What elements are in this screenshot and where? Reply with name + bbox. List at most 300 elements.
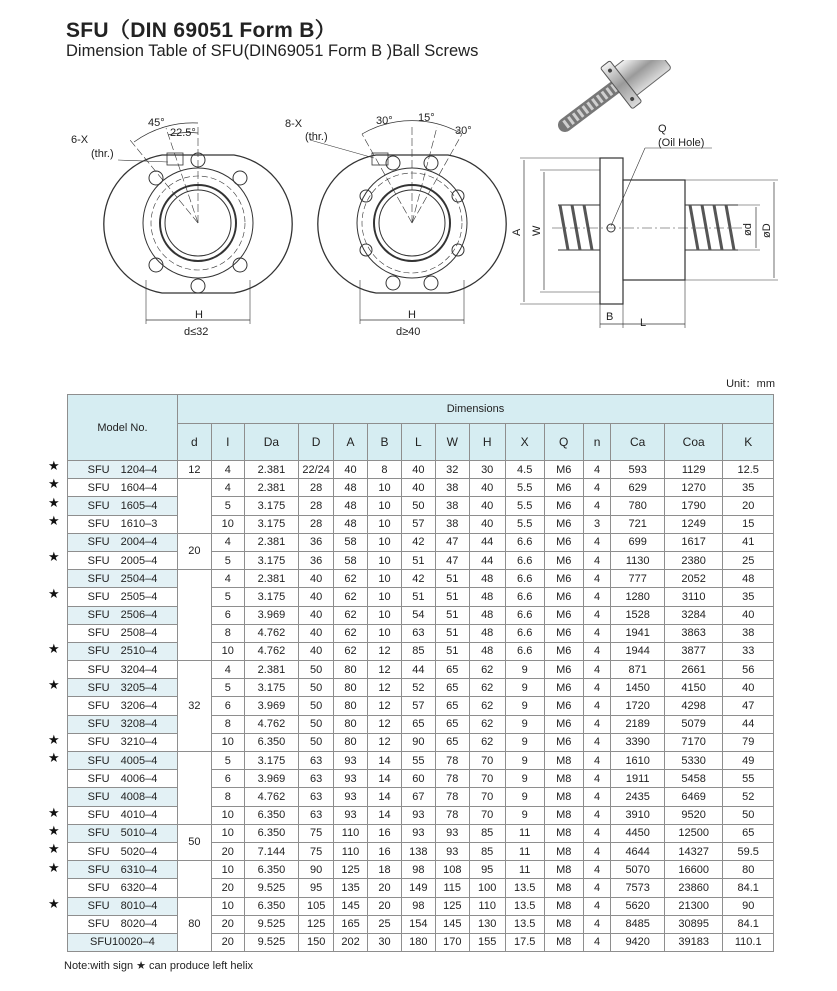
value-cell: 145 bbox=[435, 915, 469, 933]
value-cell: 14 bbox=[368, 806, 402, 824]
flange-view-small bbox=[104, 123, 292, 324]
value-cell: 40 bbox=[469, 515, 505, 533]
value-cell: M8 bbox=[544, 842, 583, 860]
value-cell: 13.5 bbox=[505, 879, 544, 897]
value-cell: 9 bbox=[505, 806, 544, 824]
value-cell: 780 bbox=[611, 497, 664, 515]
value-cell: 51 bbox=[435, 606, 469, 624]
table-row bbox=[68, 461, 774, 479]
angle-22-label: 22.5° bbox=[170, 127, 196, 139]
table-row bbox=[68, 642, 774, 660]
value-cell: 78 bbox=[435, 788, 469, 806]
model-cell: SFU 2505–4 bbox=[68, 588, 178, 606]
value-cell: 180 bbox=[401, 933, 435, 951]
value-cell: 5 bbox=[211, 679, 244, 697]
value-cell: M6 bbox=[544, 497, 583, 515]
value-cell: 4 bbox=[583, 897, 611, 915]
value-cell: 4 bbox=[583, 679, 611, 697]
value-cell: 3.175 bbox=[244, 515, 298, 533]
value-cell: 10 bbox=[368, 570, 402, 588]
value-cell: 42 bbox=[401, 570, 435, 588]
value-cell: 5 bbox=[211, 551, 244, 569]
value-cell: 6.6 bbox=[505, 624, 544, 642]
value-cell: 90 bbox=[723, 897, 774, 915]
value-cell: M6 bbox=[544, 661, 583, 679]
value-cell: 4 bbox=[583, 588, 611, 606]
left-helix-star-icon: ★ bbox=[48, 750, 60, 765]
value-cell: 28 bbox=[299, 497, 334, 515]
model-cell: SFU 4005–4 bbox=[68, 752, 178, 770]
value-cell: 10 bbox=[368, 551, 402, 569]
table-row bbox=[68, 497, 774, 515]
value-cell: 41 bbox=[723, 533, 774, 551]
value-cell: 33 bbox=[723, 642, 774, 660]
model-cell: SFU 8010–4 bbox=[68, 897, 178, 915]
value-cell: 2.381 bbox=[244, 570, 298, 588]
value-cell: 48 bbox=[469, 606, 505, 624]
value-cell: 44 bbox=[401, 661, 435, 679]
value-cell: 6.350 bbox=[244, 861, 298, 879]
value-cell: 36 bbox=[299, 533, 334, 551]
value-cell: 48 bbox=[469, 588, 505, 606]
value-cell: 70 bbox=[469, 806, 505, 824]
side-view bbox=[520, 148, 778, 328]
value-cell: 11 bbox=[505, 861, 544, 879]
left-helix-star-icon: ★ bbox=[48, 549, 60, 565]
column-header: Ca bbox=[611, 424, 664, 461]
h-label-small: H bbox=[195, 309, 203, 321]
value-cell: 47 bbox=[723, 697, 774, 715]
value-cell: 65 bbox=[435, 697, 469, 715]
table-row bbox=[68, 606, 774, 624]
value-cell: 63 bbox=[299, 770, 334, 788]
value-cell: 4 bbox=[211, 661, 244, 679]
value-cell: 13.5 bbox=[505, 897, 544, 915]
diameter-cell bbox=[177, 479, 211, 534]
column-header: Da bbox=[244, 424, 298, 461]
value-cell: 62 bbox=[334, 624, 368, 642]
table-row bbox=[68, 861, 774, 879]
thr-label-small: (thr.) bbox=[91, 148, 114, 160]
value-cell: 12 bbox=[368, 642, 402, 660]
value-cell: 5458 bbox=[664, 770, 723, 788]
value-cell: 1617 bbox=[664, 533, 723, 551]
value-cell: 3.175 bbox=[244, 497, 298, 515]
value-cell: M6 bbox=[544, 697, 583, 715]
value-cell: 13.5 bbox=[505, 915, 544, 933]
value-cell: 9 bbox=[505, 770, 544, 788]
value-cell: 84.1 bbox=[723, 879, 774, 897]
table-row bbox=[68, 624, 774, 642]
value-cell: 3390 bbox=[611, 733, 664, 751]
value-cell: 14 bbox=[368, 770, 402, 788]
value-cell: 6.6 bbox=[505, 570, 544, 588]
value-cell: 4 bbox=[583, 642, 611, 660]
table-row bbox=[68, 679, 774, 697]
value-cell: 1720 bbox=[611, 697, 664, 715]
value-cell: 98 bbox=[401, 897, 435, 915]
value-cell: 39183 bbox=[664, 933, 723, 951]
value-cell: M6 bbox=[544, 642, 583, 660]
value-cell: 98 bbox=[401, 861, 435, 879]
l-label: L bbox=[640, 317, 647, 329]
value-cell: 4 bbox=[211, 479, 244, 497]
model-cell: SFU 4010–4 bbox=[68, 806, 178, 824]
diameter-cell: 20 bbox=[177, 533, 211, 569]
model-cell: SFU 6310–4 bbox=[68, 861, 178, 879]
value-cell: 108 bbox=[435, 861, 469, 879]
value-cell: 40 bbox=[299, 588, 334, 606]
value-cell: 25 bbox=[368, 915, 402, 933]
table-row bbox=[68, 551, 774, 569]
value-cell: 2189 bbox=[611, 715, 664, 733]
value-cell: 6.350 bbox=[244, 733, 298, 751]
value-cell: 15 bbox=[723, 515, 774, 533]
value-cell: 62 bbox=[469, 715, 505, 733]
value-cell: M6 bbox=[544, 515, 583, 533]
value-cell: 30 bbox=[368, 933, 402, 951]
value-cell: 8 bbox=[211, 715, 244, 733]
value-cell: 12 bbox=[368, 697, 402, 715]
value-cell: 20 bbox=[211, 842, 244, 860]
value-cell: 52 bbox=[723, 788, 774, 806]
value-cell: 9 bbox=[505, 752, 544, 770]
value-cell: 50 bbox=[299, 697, 334, 715]
value-cell: 9 bbox=[505, 715, 544, 733]
value-cell: 50 bbox=[299, 715, 334, 733]
value-cell: 125 bbox=[435, 897, 469, 915]
diameter-cell bbox=[177, 861, 211, 897]
value-cell: 63 bbox=[401, 624, 435, 642]
model-cell: SFU 8020–4 bbox=[68, 915, 178, 933]
value-cell: M8 bbox=[544, 788, 583, 806]
left-helix-star-icon: ★ bbox=[48, 896, 60, 911]
value-cell: 62 bbox=[469, 733, 505, 751]
value-cell: 32 bbox=[435, 461, 469, 479]
value-cell: 70 bbox=[469, 752, 505, 770]
b-label: B bbox=[606, 311, 614, 323]
value-cell: 30895 bbox=[664, 915, 723, 933]
table-row bbox=[68, 479, 774, 497]
technical-drawing bbox=[0, 60, 837, 360]
value-cell: 125 bbox=[299, 915, 334, 933]
value-cell: 4 bbox=[583, 824, 611, 842]
table-row bbox=[68, 806, 774, 824]
value-cell: 85 bbox=[401, 642, 435, 660]
d-label: ød bbox=[742, 223, 754, 236]
value-cell: 110 bbox=[469, 897, 505, 915]
value-cell: 62 bbox=[334, 606, 368, 624]
value-cell: 22/24 bbox=[299, 461, 334, 479]
value-cell: 8 bbox=[211, 624, 244, 642]
value-cell: M6 bbox=[544, 533, 583, 551]
diameter-cell: 12 bbox=[177, 461, 211, 479]
model-cell: SFU 1204–4 bbox=[68, 461, 178, 479]
page-subtitle: Dimension Table of SFU(DIN69051 Form B )Ball Screws bbox=[66, 42, 479, 60]
model-cell: SFU 2005–4 bbox=[68, 551, 178, 569]
diameter-cell bbox=[177, 752, 211, 825]
h-label-large: H bbox=[408, 309, 416, 321]
model-cell: SFU 5020–4 bbox=[68, 842, 178, 860]
value-cell: 6.350 bbox=[244, 824, 298, 842]
angle-45-label: 45° bbox=[148, 117, 165, 129]
value-cell: 4 bbox=[211, 533, 244, 551]
value-cell: 38 bbox=[435, 515, 469, 533]
value-cell: 3877 bbox=[664, 642, 723, 660]
value-cell: 110.1 bbox=[723, 933, 774, 951]
value-cell: 10 bbox=[368, 479, 402, 497]
left-helix-star-icon: ★ bbox=[48, 640, 60, 656]
unit-label: Unit：mm bbox=[726, 378, 775, 390]
value-cell: 11 bbox=[505, 824, 544, 842]
column-header: I bbox=[211, 424, 244, 461]
value-cell: 4 bbox=[583, 733, 611, 751]
value-cell: 871 bbox=[611, 661, 664, 679]
value-cell: 93 bbox=[435, 824, 469, 842]
value-cell: 2380 bbox=[664, 551, 723, 569]
value-cell: 51 bbox=[401, 551, 435, 569]
value-cell: M8 bbox=[544, 897, 583, 915]
left-helix-star-icon: ★ bbox=[48, 804, 60, 820]
ball-screw-photo bbox=[565, 60, 715, 125]
value-cell: 4 bbox=[583, 551, 611, 569]
value-cell: 4450 bbox=[611, 824, 664, 842]
column-header: D bbox=[299, 424, 334, 461]
value-cell: 65 bbox=[435, 733, 469, 751]
value-cell: 4 bbox=[583, 661, 611, 679]
value-cell: 3.969 bbox=[244, 606, 298, 624]
value-cell: M8 bbox=[544, 933, 583, 951]
value-cell: 48 bbox=[723, 570, 774, 588]
value-cell: 21300 bbox=[664, 897, 723, 915]
value-cell: 67 bbox=[401, 788, 435, 806]
value-cell: 5 bbox=[211, 588, 244, 606]
value-cell: 7.144 bbox=[244, 842, 298, 860]
value-cell: 51 bbox=[435, 588, 469, 606]
model-cell: SFU 2504–4 bbox=[68, 570, 178, 588]
value-cell: 10 bbox=[368, 624, 402, 642]
table-row bbox=[68, 770, 774, 788]
table-row bbox=[68, 879, 774, 897]
value-cell: 40 bbox=[299, 570, 334, 588]
value-cell: 62 bbox=[469, 661, 505, 679]
table-row bbox=[68, 715, 774, 733]
value-cell: 36 bbox=[299, 551, 334, 569]
value-cell: 38 bbox=[723, 624, 774, 642]
value-cell: 6.6 bbox=[505, 551, 544, 569]
holes-8x-label: 8-X bbox=[285, 118, 303, 130]
value-cell: 138 bbox=[401, 842, 435, 860]
value-cell: 202 bbox=[334, 933, 368, 951]
model-cell: SFU 4008–4 bbox=[68, 788, 178, 806]
value-cell: M6 bbox=[544, 715, 583, 733]
value-cell: 3.969 bbox=[244, 697, 298, 715]
value-cell: 1249 bbox=[664, 515, 723, 533]
value-cell: 6.350 bbox=[244, 897, 298, 915]
value-cell: 48 bbox=[469, 570, 505, 588]
value-cell: 80 bbox=[334, 715, 368, 733]
value-cell: 4 bbox=[583, 570, 611, 588]
value-cell: 48 bbox=[334, 497, 368, 515]
value-cell: 48 bbox=[334, 479, 368, 497]
footnote: Note:with sign ★ can produce left helix bbox=[64, 960, 254, 972]
value-cell: 3110 bbox=[664, 588, 723, 606]
table-row bbox=[68, 752, 774, 770]
value-cell: M6 bbox=[544, 461, 583, 479]
value-cell: 62 bbox=[469, 697, 505, 715]
table-row bbox=[68, 842, 774, 860]
value-cell: 9.525 bbox=[244, 915, 298, 933]
value-cell: 145 bbox=[334, 897, 368, 915]
value-cell: 170 bbox=[435, 933, 469, 951]
value-cell: 25 bbox=[723, 551, 774, 569]
value-cell: M6 bbox=[544, 624, 583, 642]
value-cell: 2052 bbox=[664, 570, 723, 588]
value-cell: 4.762 bbox=[244, 788, 298, 806]
value-cell: 3.175 bbox=[244, 752, 298, 770]
value-cell: 3863 bbox=[664, 624, 723, 642]
value-cell: 14327 bbox=[664, 842, 723, 860]
value-cell: 110 bbox=[334, 842, 368, 860]
value-cell: 62 bbox=[334, 570, 368, 588]
model-cell: SFU 3206–4 bbox=[68, 697, 178, 715]
model-cell: SFU 2506–4 bbox=[68, 606, 178, 624]
value-cell: 9 bbox=[505, 697, 544, 715]
value-cell: 57 bbox=[401, 697, 435, 715]
value-cell: 75 bbox=[299, 824, 334, 842]
value-cell: 10 bbox=[211, 806, 244, 824]
value-cell: M6 bbox=[544, 606, 583, 624]
big-d-label: øD bbox=[761, 223, 773, 238]
value-cell: 3.175 bbox=[244, 679, 298, 697]
value-cell: 721 bbox=[611, 515, 664, 533]
value-cell: M8 bbox=[544, 806, 583, 824]
value-cell: 75 bbox=[299, 842, 334, 860]
value-cell: 4.762 bbox=[244, 715, 298, 733]
value-cell: M6 bbox=[544, 551, 583, 569]
value-cell: 10 bbox=[368, 497, 402, 515]
column-header: X bbox=[505, 424, 544, 461]
value-cell: 1280 bbox=[611, 588, 664, 606]
value-cell: 5.5 bbox=[505, 515, 544, 533]
value-cell: 40 bbox=[469, 497, 505, 515]
diameter-cell bbox=[177, 570, 211, 661]
value-cell: 4 bbox=[583, 915, 611, 933]
value-cell: 23860 bbox=[664, 879, 723, 897]
value-cell: 10 bbox=[368, 606, 402, 624]
value-cell: 1790 bbox=[664, 497, 723, 515]
value-cell: 63 bbox=[299, 752, 334, 770]
value-cell: 47 bbox=[435, 551, 469, 569]
value-cell: 4 bbox=[583, 497, 611, 515]
diameter-cell: 50 bbox=[177, 824, 211, 860]
value-cell: 10 bbox=[368, 515, 402, 533]
value-cell: 699 bbox=[611, 533, 664, 551]
table-row bbox=[68, 933, 774, 951]
value-cell: 10 bbox=[211, 897, 244, 915]
value-cell: 20 bbox=[211, 933, 244, 951]
column-header: K bbox=[723, 424, 774, 461]
table-row bbox=[68, 515, 774, 533]
value-cell: M6 bbox=[544, 733, 583, 751]
value-cell: 48 bbox=[469, 642, 505, 660]
value-cell: 80 bbox=[334, 733, 368, 751]
value-cell: 35 bbox=[723, 588, 774, 606]
value-cell: M8 bbox=[544, 879, 583, 897]
value-cell: 78 bbox=[435, 770, 469, 788]
value-cell: 110 bbox=[334, 824, 368, 842]
value-cell: 1129 bbox=[664, 461, 723, 479]
table-row bbox=[68, 733, 774, 751]
value-cell: M6 bbox=[544, 570, 583, 588]
value-cell: 8 bbox=[368, 461, 402, 479]
value-cell: 593 bbox=[611, 461, 664, 479]
left-helix-star-icon: ★ bbox=[48, 458, 60, 473]
value-cell: 90 bbox=[401, 733, 435, 751]
value-cell: 14 bbox=[368, 752, 402, 770]
value-cell: 60 bbox=[401, 770, 435, 788]
value-cell: M6 bbox=[544, 479, 583, 497]
value-cell: 20 bbox=[368, 897, 402, 915]
w-label: W bbox=[531, 225, 543, 236]
value-cell: 9.525 bbox=[244, 879, 298, 897]
column-header: Q bbox=[544, 424, 583, 461]
value-cell: 10 bbox=[211, 824, 244, 842]
value-cell: M6 bbox=[544, 588, 583, 606]
value-cell: 7573 bbox=[611, 879, 664, 897]
value-cell: 5 bbox=[211, 497, 244, 515]
value-cell: 95 bbox=[469, 861, 505, 879]
value-cell: 63 bbox=[299, 806, 334, 824]
value-cell: 6.6 bbox=[505, 588, 544, 606]
value-cell: 1270 bbox=[664, 479, 723, 497]
value-cell: 4644 bbox=[611, 842, 664, 860]
value-cell: 2.381 bbox=[244, 461, 298, 479]
value-cell: 12 bbox=[368, 733, 402, 751]
value-cell: 58 bbox=[334, 551, 368, 569]
value-cell: 4 bbox=[583, 861, 611, 879]
value-cell: 165 bbox=[334, 915, 368, 933]
value-cell: 70 bbox=[469, 788, 505, 806]
value-cell: 62 bbox=[334, 642, 368, 660]
value-cell: 6.6 bbox=[505, 533, 544, 551]
value-cell: 70 bbox=[469, 770, 505, 788]
left-helix-star-icon: ★ bbox=[48, 585, 60, 601]
value-cell: 4.762 bbox=[244, 642, 298, 660]
value-cell: 4 bbox=[583, 842, 611, 860]
value-cell: 93 bbox=[334, 788, 368, 806]
diameter-cell: 32 bbox=[177, 661, 211, 752]
value-cell: 40 bbox=[401, 479, 435, 497]
value-cell: 6.6 bbox=[505, 642, 544, 660]
value-cell: 3.175 bbox=[244, 551, 298, 569]
value-cell: 10 bbox=[211, 861, 244, 879]
value-cell: M8 bbox=[544, 752, 583, 770]
value-cell: 2.381 bbox=[244, 533, 298, 551]
table-row bbox=[68, 570, 774, 588]
value-cell: 14 bbox=[368, 788, 402, 806]
value-cell: 93 bbox=[334, 770, 368, 788]
q-label: Q bbox=[658, 123, 667, 135]
value-cell: 84.1 bbox=[723, 915, 774, 933]
model-cell: SFU 3210–4 bbox=[68, 733, 178, 751]
left-helix-star-icon: ★ bbox=[48, 494, 60, 510]
a-label: A bbox=[511, 228, 523, 236]
dimension-table bbox=[67, 394, 774, 952]
value-cell: 5620 bbox=[611, 897, 664, 915]
value-cell: 3910 bbox=[611, 806, 664, 824]
column-header: Coa bbox=[664, 424, 723, 461]
